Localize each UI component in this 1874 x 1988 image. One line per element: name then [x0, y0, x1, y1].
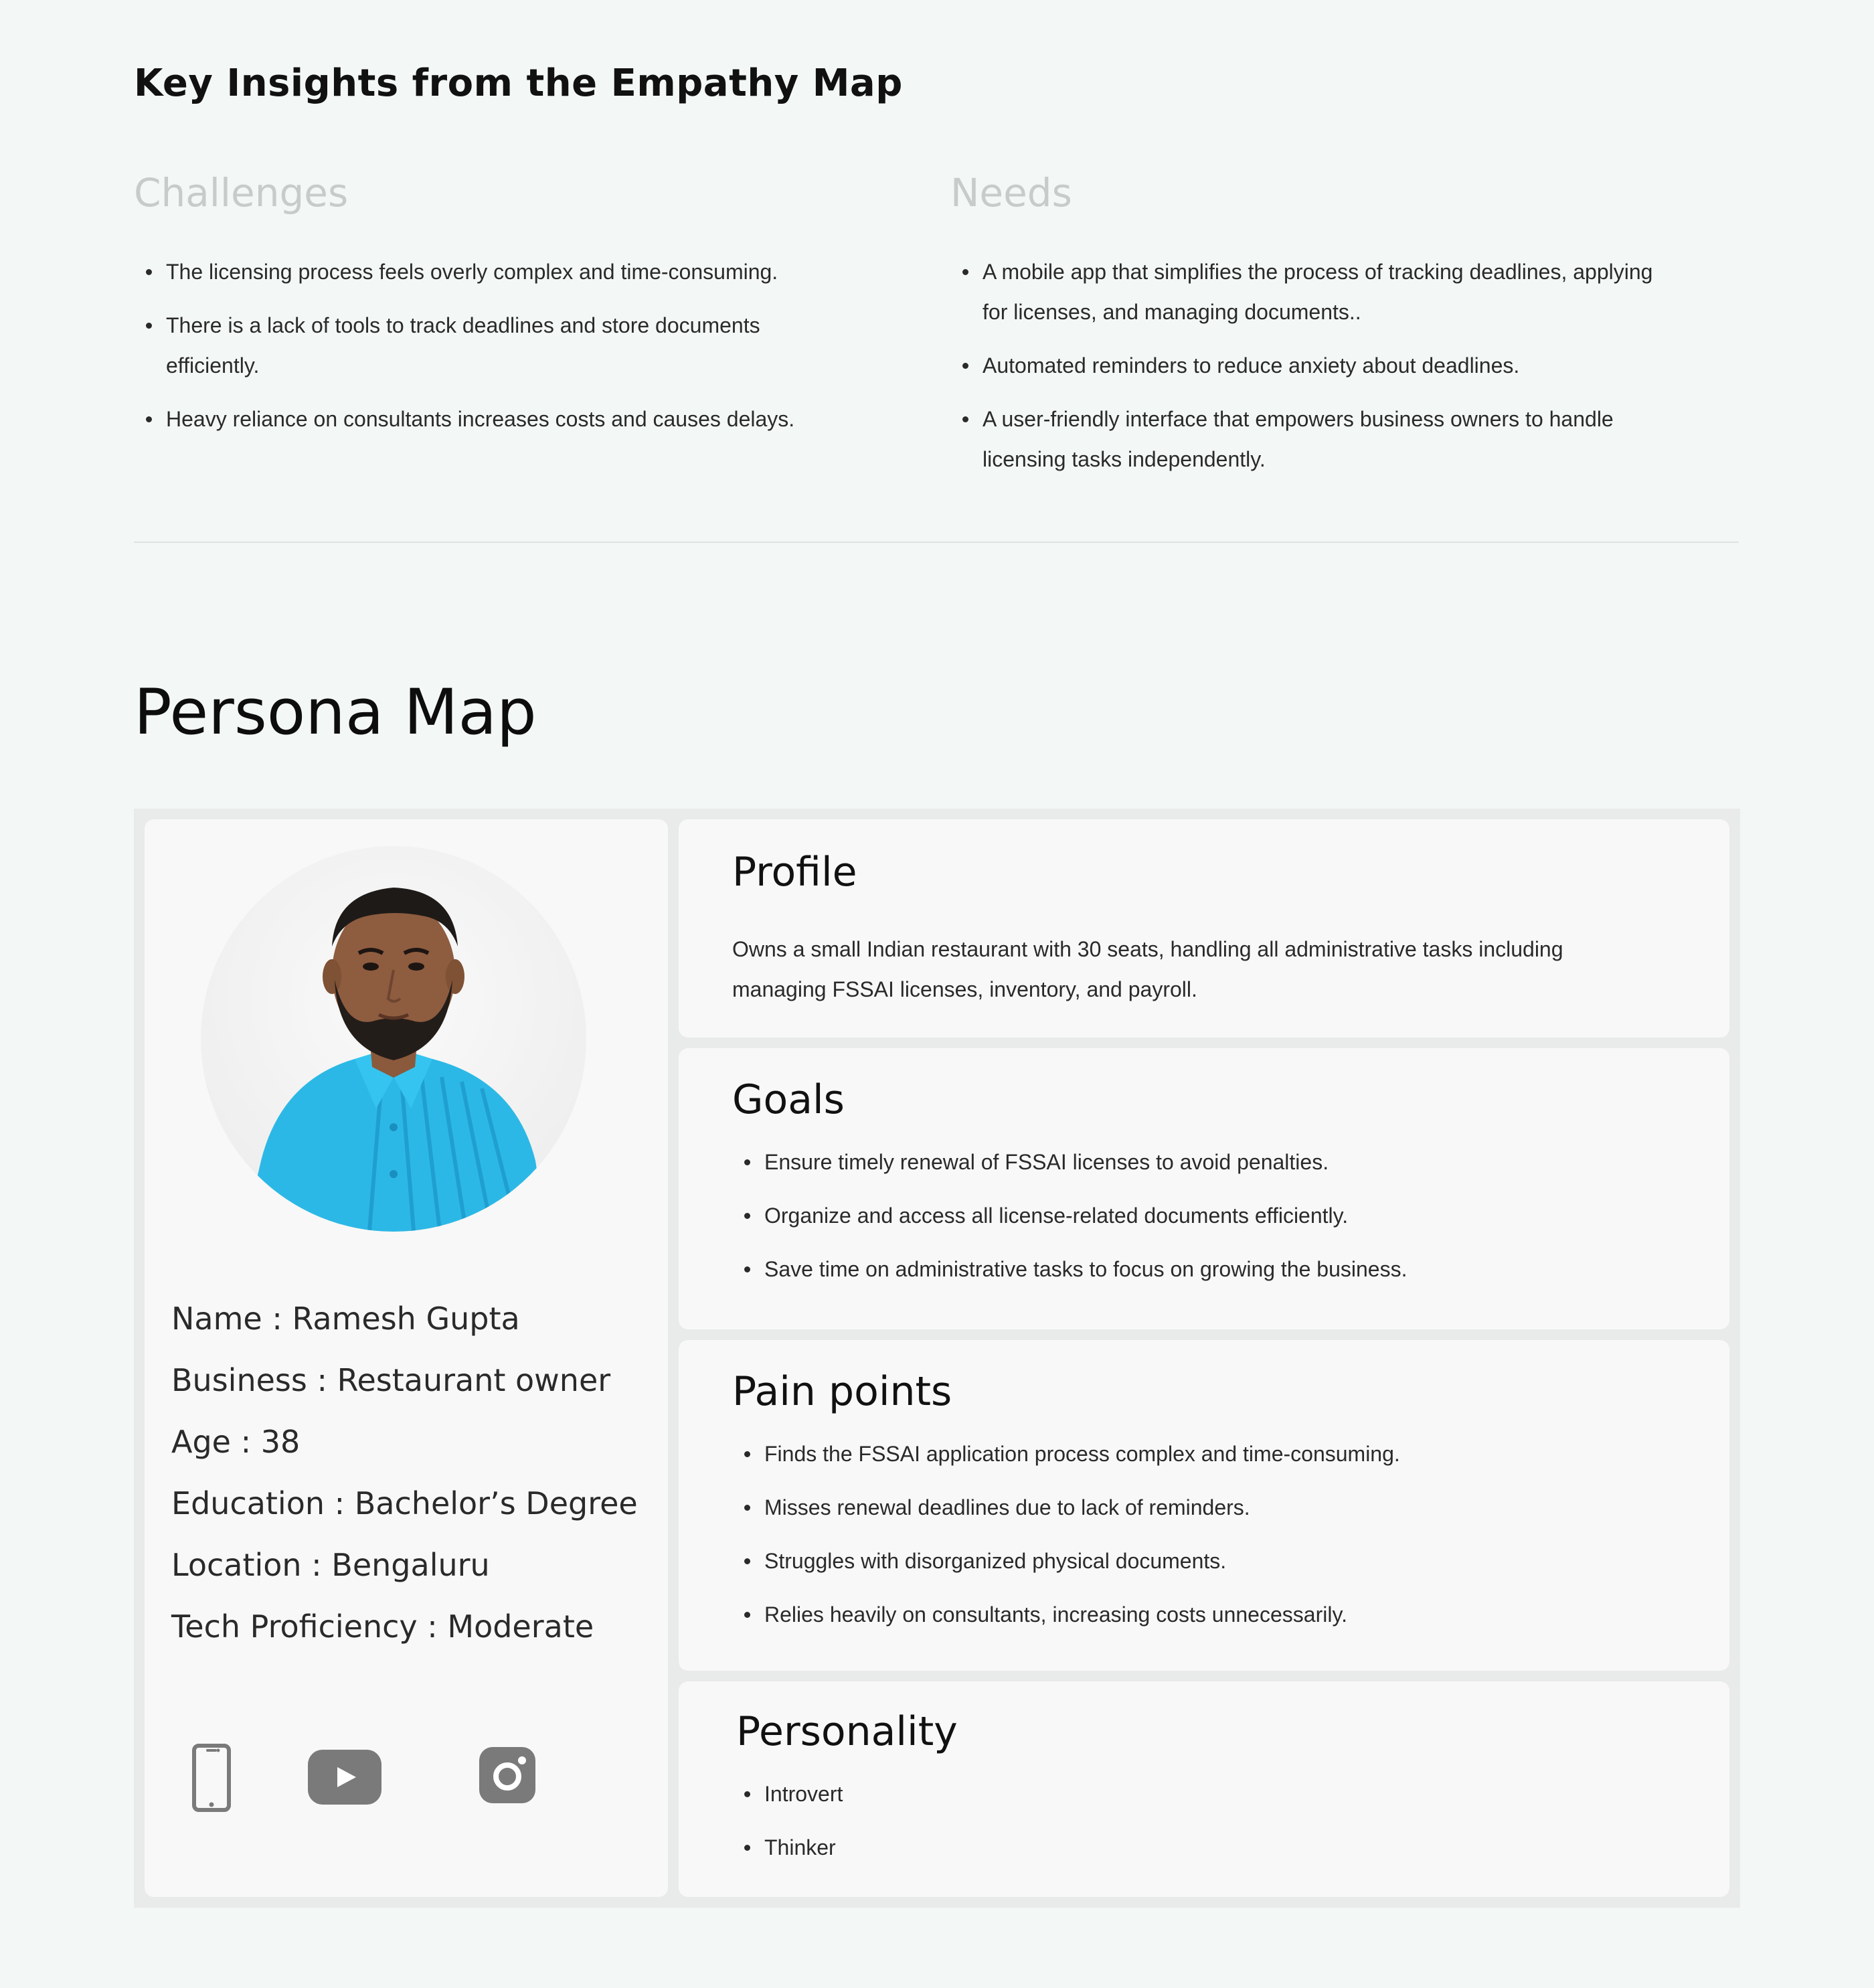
needs-list [950, 252, 1660, 479]
persona-name: Name : Ramesh Gupta [171, 1301, 520, 1337]
goals-heading: Goals [732, 1076, 845, 1123]
goals-list [732, 1142, 1596, 1303]
list-item: Save time on administrative tasks to focus on growing the business. [732, 1249, 1596, 1289]
pain-points-card [679, 1340, 1729, 1671]
list-item: Organize and access all license-related documents efficiently. [732, 1195, 1596, 1236]
youtube-icon [308, 1750, 381, 1808]
smartphone-icon [191, 1743, 232, 1816]
persona-details [171, 1288, 638, 1657]
needs-column [950, 166, 1660, 493]
list-item: A user-friendly interface that empowers business owners to handle licensing tasks independently. [950, 399, 1660, 479]
list-item: Heavy reliance on consultants increases costs and causes delays. [134, 399, 883, 439]
challenges-list [134, 252, 883, 439]
list-item: There is a lack of tools to track deadlines and store documents efficiently. [134, 305, 883, 386]
challenges-column [134, 166, 883, 452]
section-divider [134, 542, 1739, 543]
list-item: Struggles with disorganized physical documents. [732, 1541, 1596, 1581]
personality-list [732, 1774, 1596, 1881]
list-item: A mobile app that simplifies the process of tracking deadlines, applying for licenses, and managing documents.. [950, 252, 1660, 332]
needs-heading: Needs [950, 170, 1072, 216]
insights-title: Key Insights from the Empathy Map [134, 62, 903, 105]
profile-heading: Profile [732, 849, 857, 896]
persona-business: Business : Restaurant owner [171, 1362, 611, 1398]
persona-age: Age : 38 [171, 1424, 301, 1460]
personality-card [679, 1681, 1729, 1897]
persona-map-frame [134, 809, 1740, 1908]
list-item: Automated reminders to reduce anxiety about deadlines. [950, 345, 1660, 386]
instagram-icon [479, 1747, 535, 1807]
device-app-icons [191, 1743, 593, 1817]
profile-text: Owns a small Indian restaurant with 30 seats, handling all administrative tasks including managing FSSAI licenses, inventory, and payroll. [732, 937, 1563, 1001]
list-item: Finds the FSSAI application process complex and time-consuming. [732, 1434, 1596, 1474]
avatar-photo [201, 846, 586, 1232]
list-item: Ensure timely renewal of FSSAI licenses to avoid penalties. [732, 1142, 1596, 1182]
list-item: The licensing process feels overly complex and time-consuming. [134, 252, 883, 292]
personality-heading: Personality [736, 1708, 958, 1755]
list-item: Thinker [732, 1827, 1596, 1868]
profile-card [679, 819, 1729, 1038]
persona-tech-proficiency: Tech Proficiency : Moderate [171, 1608, 594, 1645]
persona-title: Persona Map [134, 676, 537, 749]
avatar [201, 846, 586, 1232]
list-item: Introvert [732, 1774, 1596, 1814]
list-item: Misses renewal deadlines due to lack of reminders. [732, 1487, 1596, 1527]
challenges-heading: Challenges [134, 170, 349, 216]
persona-location: Location : Bengaluru [171, 1547, 490, 1583]
pain-points-heading: Pain points [732, 1368, 952, 1415]
persona-education: Education : Bachelor’s Degree [171, 1485, 638, 1521]
pain-points-list [732, 1434, 1596, 1648]
goals-card [679, 1048, 1729, 1329]
list-item: Relies heavily on consultants, increasing costs unnecessarily. [732, 1594, 1596, 1635]
persona-identity-card [145, 819, 668, 1897]
